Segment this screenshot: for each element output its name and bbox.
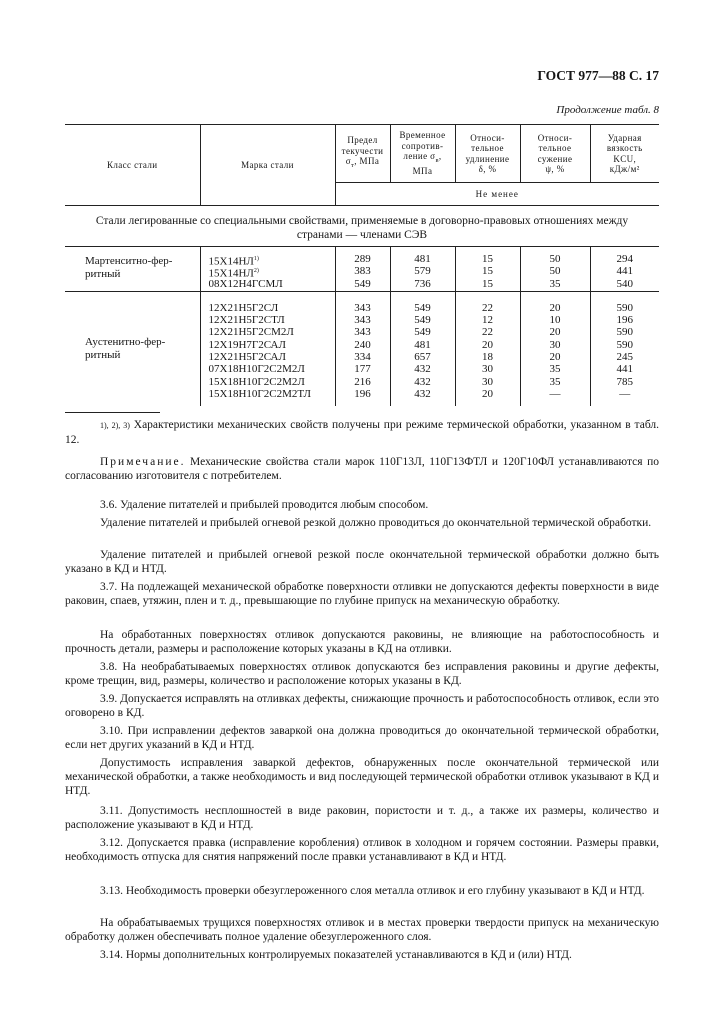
col-header-impact: Ударная вязкость KCU, кДж/м² <box>590 125 659 183</box>
paragraph: На обрабатываемых трущихся поверхностях отливок и в местах проверки твердости припуск на механическую обработку должен обеспечивать полное удаление обезуглероженного слоя. <box>65 917 659 943</box>
col-header-grade: Марка стали <box>200 125 335 206</box>
paragraph-3-11: 3.11. Допустимость несплошностей в виде раковин, пористости и т. д., а также их размеры, количество и расположение указывают в КД и НТД. <box>65 805 659 831</box>
class-austenitic-ferritic: Аустенитно-фер- ритный <box>85 336 166 362</box>
group2-grades: 12Х21Н5Г2СЛ 12Х21Н5Г2СТЛ 12Х21Н5Г2СМ2Л 12Х19Н7Г2САЛ 12Х21Н5Г2САЛ 07Х18Н10Г2С2М2Л 15Х18Н10Г2С2М2Л 15Х18Н10Г2С2М2ТЛ <box>200 291 335 406</box>
group2-yield: 343 343 343 240 334 177 216 196 <box>335 291 390 406</box>
group1-grades <box>200 247 335 292</box>
group1-yield: 289 383 549 <box>335 247 390 292</box>
paragraph-3-13: 3.13. Необходимость проверки обезуглероженного слоя металла отливок и его глубину указывают в КД и НТД. <box>100 885 645 897</box>
note-label: Примечание. <box>100 456 186 468</box>
paragraph: Удаление питателей и прибылей огневой резкой после окончательной термической обработки должно быть указано в КД и НТД. <box>65 549 659 575</box>
group1-elongation: 15 15 15 <box>455 247 520 292</box>
col-header-steel-class: Класс стали <box>65 125 200 206</box>
paragraph-3-8: 3.8. На необрабатываемых поверхностях отливок допускаются без исправления раковины и другие дефекты, кроме трещин, вид, размеры, количество и расположение которых указаны в КД. <box>65 661 659 687</box>
footnote-rule <box>65 412 160 413</box>
group1-narrowing: 50 50 35 <box>520 247 590 292</box>
paragraph-3-9: 3.9. Допускается исправлять на отливках дефекты, снижающие прочность и работоспособность отливок, если это оговорено в КД. <box>65 693 659 719</box>
paragraph: Допустимость исправления заваркой дефектов, обнаруженных после окончательной термической или механической обработки, а также необходимость и вид последующей термической обработки отливок указывают в КД и НТД. <box>65 757 659 797</box>
col-header-narrowing: Относи- тельное сужение ψ, % <box>520 125 590 183</box>
group2-elongation: 22 12 22 20 18 30 30 20 <box>455 291 520 406</box>
mechanical-properties-table <box>65 124 659 406</box>
paragraph-3-10: 3.10. При исправлении дефектов заваркой она должна проводиться до окончательной термической обработки, если нет других указаний в КД и НТД. <box>65 725 659 751</box>
group2-tensile: 549 549 549 481 657 432 432 432 <box>390 291 455 406</box>
paragraph-3-7: 3.7. На подлежащей механической обработке поверхности отливки не допускаются дефекты поверхности в виде раковин, спаев, утяжин, плен и т. д., превышающие по глубине припуск на механическую обработку. <box>65 581 659 607</box>
paragraph: Удаление питателей и прибылей огневой резкой должно проводиться до окончательной термической обработки. <box>100 517 652 529</box>
table-note: Примечание. Механические свойства стали марок 110Г13Л, 110Г13ФТЛ и 120Г10ФЛ устанавливаются по согласованию изготовителя с потребителем. <box>65 456 659 482</box>
group1-tensile: 481 579 736 <box>390 247 455 292</box>
table-continuation-label: Продолжение табл. 8 <box>556 104 659 116</box>
group2-impact: 590 196 590 590 245 441 785 — <box>590 291 659 406</box>
group-title: Стали легированные со специальными свойствами, применяемые в договорно-правовых отношениях между странами — членами СЭВ <box>65 206 659 247</box>
not-less-header: Не менее <box>335 183 659 206</box>
class-martensitic-ferritic: Мартенситно-фер- ритный <box>65 247 200 292</box>
footnote: 1), 2), 3) Характеристики механических свойств получены при режиме термической обработки, указанном в табл. 12. <box>65 419 660 446</box>
paragraph-3-6: 3.6. Удаление питателей и прибылей проводится любым способом. <box>100 499 429 511</box>
col-header-yield: Предел текучести $\sigma_т$, МПа <box>335 125 390 183</box>
table-cell: 08Х12Н4ГСМЛ <box>208 277 283 290</box>
col-header-elongation: Относи- тельное удлинение δ, % <box>455 125 520 183</box>
paragraph: На обработанных поверхностях отливок допускаются раковины, не влияющие на работоспособность и прочность детали, размеры и расположение которых указаны в КД на отливки. <box>65 629 659 655</box>
table-cell: 15Х14НЛ$^{1)}$ <box>208 255 259 268</box>
page-header: ГОСТ 977—88 С. 17 <box>537 68 659 83</box>
paragraph-3-12: 3.12. Допускается правка (исправление коробления) отливок в холодном и горячем состоянии. Размеры правки, необходимость отпуска для снятия напряжений после правки устанавливают в КД и НТД. <box>65 837 659 863</box>
group2-narrowing: 20 10 20 30 20 35 35 — <box>520 291 590 406</box>
group1-impact: 294 441 540 <box>590 247 659 292</box>
table-cell: 15Х14НЛ$^{2)}$ <box>208 267 259 280</box>
col-header-tensile: Временное сопротив- ление $\sigma_в$, МПа <box>390 125 455 183</box>
paragraph-3-14: 3.14. Нормы дополнительных контролируемых показателей устанавливаются в КД и (или) НТД. <box>100 949 572 961</box>
